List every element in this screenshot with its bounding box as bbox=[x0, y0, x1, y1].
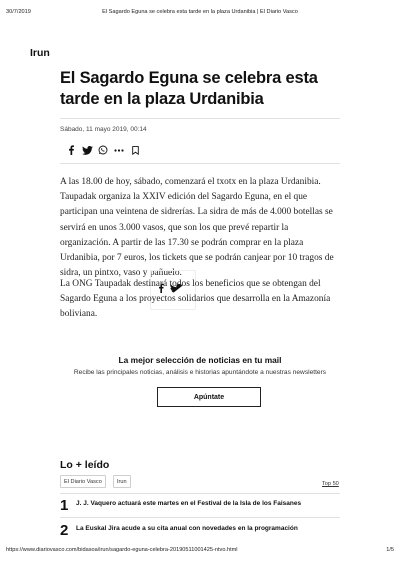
print-document-title: El Sagardo Eguna se celebra esta tarde en la plaza Urdanibia | El Diario Vasco bbox=[102, 9, 298, 15]
section-link-irun[interactable]: Irun bbox=[30, 47, 50, 59]
filter-tab-irun[interactable]: Irun bbox=[113, 475, 131, 488]
filter-tab-diario-vasco[interactable]: El Diario Vasco bbox=[60, 475, 106, 488]
print-date: 30/7/2019 bbox=[6, 9, 31, 15]
print-url: https://www.diariovasco.com/bidasoa/irun/sagardo-eguna-celebra-20190511001425-ntvo.html bbox=[6, 547, 238, 553]
subscribe-button[interactable]: Apúntate bbox=[157, 387, 261, 407]
bookmark-icon[interactable] bbox=[128, 143, 142, 157]
divider bbox=[60, 517, 340, 518]
article-headline: El Sagardo Eguna se celebra esta tarde en la plaza Urdanibia bbox=[60, 69, 318, 108]
divider bbox=[60, 118, 340, 119]
print-footer bbox=[6, 547, 394, 556]
most-read-rank: 1 bbox=[60, 497, 69, 514]
print-page-number: 1/5 bbox=[386, 547, 394, 553]
more-icon[interactable] bbox=[112, 143, 126, 157]
print-header bbox=[6, 9, 394, 19]
twitter-icon[interactable] bbox=[80, 143, 94, 157]
newsletter-subtitle: Recibe las principales noticias, análisis e historias apuntándote a nuestras newsletters bbox=[73, 369, 327, 376]
article-paragraph: La ONG Taupadak destinará todos los beneficios que se obtengan del Sagardo Eguna a los proyectos solidarios que desarrolla en la Amazonía boliviana. bbox=[60, 279, 331, 320]
top-50-link[interactable]: Top 50 bbox=[322, 481, 339, 487]
article-paragraph: A las 18.00 de hoy, sábado, comenzará el txotx en la plaza Urdanibia. Taupadak organiza la XXIV edición del Sagardo Eguna, en el que participan una veintena de sidrerías. La sidra de más de 4.000 botellas se servirá en unos 3.000 vasos, que son los que prevé repartir la organización. A partir de las 17.30 se podrán comprar en la plaza Urdanibia, por 7 euros, los tickets que se podrán canjear por 10 tragos de sidra, un pintxo, vaso y pañuelo. bbox=[60, 177, 334, 279]
share-bar bbox=[64, 143, 144, 157]
most-read-rank: 2 bbox=[60, 522, 69, 539]
most-read-item-link[interactable]: J. J. Vaquero actuará este martes en el Festival de la Isla de los Faisanes bbox=[76, 500, 302, 507]
most-read-title: Lo + leído bbox=[60, 459, 110, 471]
whatsapp-icon[interactable] bbox=[96, 143, 110, 157]
article-dateline: Sábado, 11 mayo 2019, 00:14 bbox=[60, 126, 147, 133]
newsletter-title: La mejor selección de noticias en tu mail bbox=[118, 355, 282, 365]
divider bbox=[60, 493, 340, 494]
facebook-icon[interactable] bbox=[64, 143, 78, 157]
divider bbox=[60, 163, 340, 164]
most-read-item-link[interactable]: La Euskal Jira acude a su cita anual con novedades en la programación bbox=[76, 525, 298, 532]
